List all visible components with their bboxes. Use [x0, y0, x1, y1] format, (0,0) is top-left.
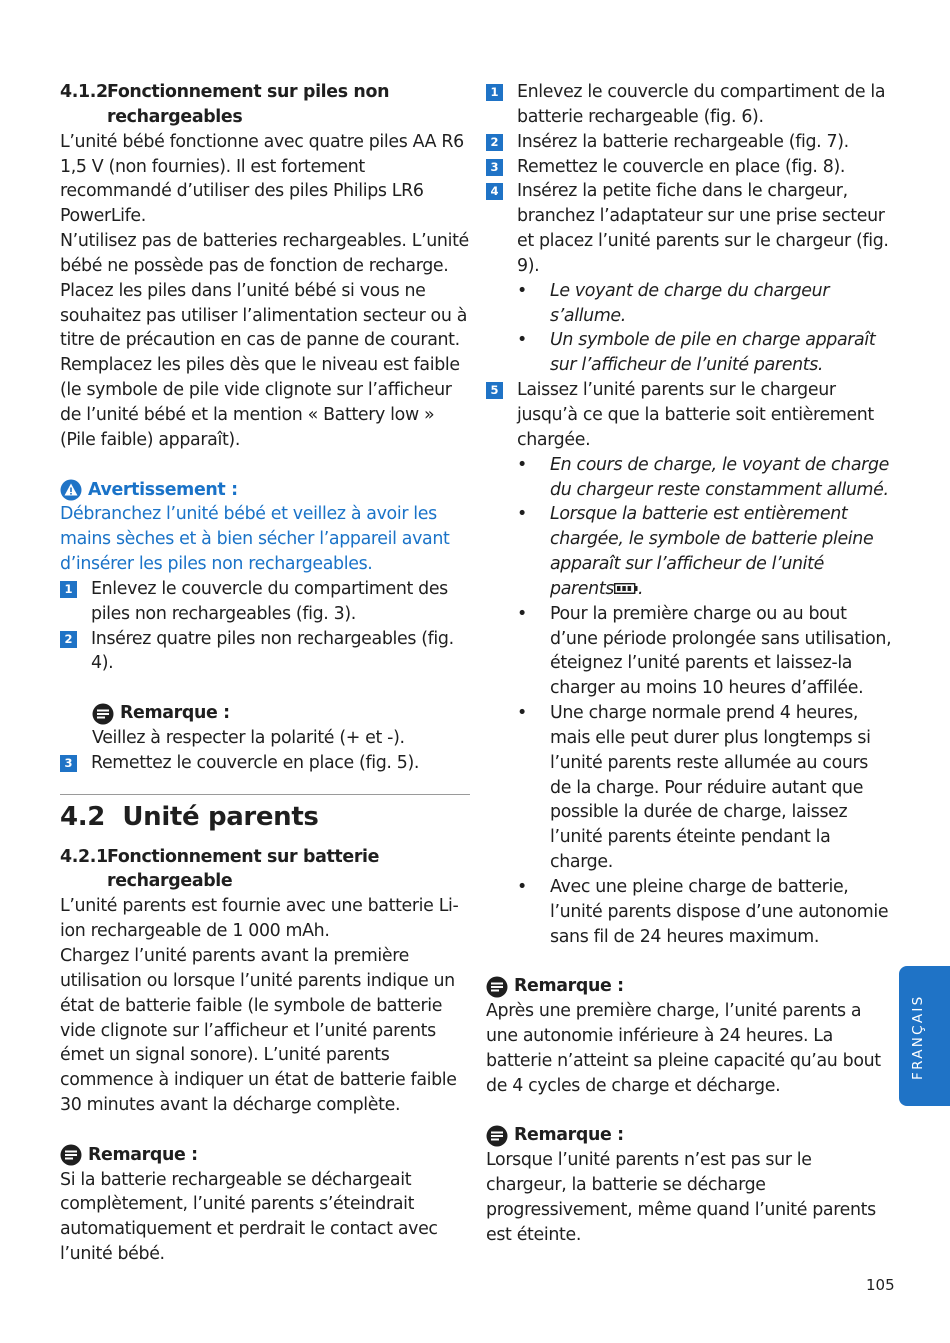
section-number: 4.2 — [60, 801, 106, 832]
step-number-badge: 2 — [486, 134, 503, 151]
page-number: 105 — [866, 1276, 895, 1294]
note-heading — [60, 1143, 470, 1168]
section-4-1-2-heading — [60, 80, 470, 130]
bullet-list — [486, 279, 892, 378]
step-text: Insérez la batterie rechargeable (fig. 7). — [517, 131, 849, 152]
warning-triangle-icon — [60, 479, 82, 501]
list-item-text: Avec une pleine charge de batterie, l’unité parents dispose d’une autonomie sans fil de 24 heures maximum. — [550, 877, 889, 947]
note-text: Après une première charge, l’unité parents a une autonomie inférieure à 24 heures. La batterie n’atteint sa pleine capacité qu’au bout de 4 cycles de charge et décharge. — [486, 1001, 881, 1096]
step-item — [60, 627, 470, 677]
list-item-text: Le voyant de charge du chargeur s’allume. — [550, 280, 830, 326]
warning-text: Débranchez l’unité bébé et veillez à avoir les mains sèches et à bien sécher l’appareil avant d’insérer les piles non rechargeables. — [60, 504, 450, 575]
list-item: • Une charge normale prend 4 heures, mais elle peut durer plus longtemps si l’unité parents reste allumée au cours de la charge. Pour réduire autant que possible la durée de charge, laissez l’unité parents éteinte pendant la charge. — [517, 701, 892, 875]
step-number-badge: 2 — [60, 631, 77, 648]
note-heading — [486, 1123, 892, 1148]
bullet-list — [486, 453, 892, 950]
step-item — [60, 751, 470, 776]
section-divider — [60, 794, 470, 795]
note-heading — [486, 974, 892, 999]
step-text: Laissez l’unité parents sur le chargeur jusqu’à ce que la batterie soit entièrement chargée. — [517, 380, 874, 450]
section-title: Unité parents — [122, 801, 319, 832]
paragraph: L’unité parents est fournie avec une batterie Li-ion rechargeable de 1 000 mAh. — [60, 896, 459, 942]
note-heading — [92, 701, 470, 726]
left-column — [60, 80, 470, 1267]
list-item: • Lorsque la batterie est entièrement chargée, le symbole de batterie pleine apparaît sur l’afficheur de l’unité parents . — [517, 502, 892, 601]
warning-title: Avertissement : — [88, 479, 238, 500]
note-icon — [92, 703, 114, 725]
language-tab-label: FRANÇAIS — [910, 994, 926, 1080]
step-text: Remettez le couvercle en place (fig. 5). — [91, 752, 420, 773]
section-number: 4.2.1 — [60, 846, 108, 867]
step-item — [486, 378, 892, 453]
paragraph: N’utilisez pas de batteries rechargeables. L’unité bébé ne possède pas de fonction de recharge. — [60, 231, 469, 276]
step-number-badge: 3 — [60, 755, 77, 772]
note-title: Remarque : — [88, 1144, 198, 1165]
paragraph: Placez les piles dans l’unité bébé si vous ne souhaitez pas utiliser l’alimentation secteur ou à titre de précaution en cas de panne de courant. — [60, 280, 468, 351]
step-text: Remettez le couvercle en place (fig. 8). — [517, 156, 846, 177]
note-title: Remarque : — [514, 1125, 624, 1146]
step-item — [486, 179, 892, 278]
note-icon — [486, 1125, 508, 1147]
note-text: Veillez à respecter la polarité (+ et -). — [92, 727, 405, 748]
list-item: • Un symbole de pile en charge apparaît sur l’afficheur de l’unité parents. — [517, 328, 892, 378]
list-item-text: Une charge normale prend 4 heures, mais elle peut durer plus longtemps si l’unité parents reste allumée au cours de la charge. Pour réduire autant que possible la durée de charge, laissez l’unité parents éteinte pendant la charge. — [550, 703, 871, 873]
battery-full-icon — [614, 583, 638, 594]
list-item: • En cours de charge, le voyant de charge du chargeur reste constamment allumé. — [517, 453, 892, 503]
step-item — [486, 130, 892, 155]
paragraph: L’unité bébé fonctionne avec quatre piles AA R6 1,5 V (non fournies). Il est fortement recommandé d’utiliser des piles Philips LR6 PowerLife. — [60, 131, 464, 227]
list-item: • Pour la première charge ou au bout d’une période prolongée sans utilisation, éteignez l’unité parents et laissez-la charger au moins 10 heures d’affilée. — [517, 602, 892, 701]
list-item: • Le voyant de charge du chargeur s’allume. — [517, 279, 892, 329]
step-number-badge: 4 — [486, 183, 503, 200]
step-number-badge: 1 — [486, 84, 503, 101]
section-title: Fonctionnement sur batterie rechargeable — [107, 846, 380, 892]
section-4-2-1-heading — [60, 845, 470, 895]
paragraph: Chargez l’unité parents avant la première utilisation ou lorsque l’unité parents indique un état de batterie faible (le symbole de batterie vide clignote sur l’afficheur et l’unité parents émet un signal sonore). L’unité parents commence à indiquer un état de batterie faible 30 minutes avant la décharge complète. — [60, 946, 457, 1116]
step-item — [60, 577, 470, 627]
note-title: Remarque : — [514, 976, 624, 997]
paragraph: Remplacez les piles dès que le niveau est faible (le symbole de pile vide clignote sur l’afficheur de l’unité bébé et la mention « Battery low » (Pile faible) apparaît). — [60, 355, 460, 450]
step-number-badge: 5 — [486, 382, 503, 399]
note-text: Si la batterie rechargeable se déchargeait complètement, l’unité parents s’éteindrait automatiquement et perdrait le contact avec l’unité bébé. — [60, 1169, 438, 1265]
note-icon — [486, 976, 508, 998]
section-4-2-heading — [60, 801, 470, 833]
step-text: Insérez la petite fiche dans le chargeur, branchez l’adaptateur sur une prise secteur et placez l’unité parents sur le chargeur (fig. 9). — [517, 181, 889, 276]
step-item — [486, 155, 892, 180]
list-item-text-end: . — [638, 578, 644, 599]
note-icon — [60, 1144, 82, 1166]
step-text: Enlevez le couvercle du compartiment des piles non rechargeables (fig. 3). — [91, 578, 448, 624]
right-column — [486, 80, 892, 1248]
list-item-text — [550, 502, 892, 601]
step-number-badge: 1 — [60, 581, 77, 598]
warning-heading — [60, 478, 470, 503]
step-text: Enlevez le couvercle du compartiment de la batterie rechargeable (fig. 6). — [517, 82, 886, 127]
list-item: • Avec une pleine charge de batterie, l’unité parents dispose d’une autonomie sans fil de 24 heures maximum. — [517, 875, 892, 950]
list-item-text: Un symbole de pile en charge apparaît sur l’afficheur de l’unité parents. — [550, 330, 876, 376]
note-text: Lorsque l’unité parents n’est pas sur le chargeur, la batterie se décharge progressivement, même quand l’unité parents est éteinte. — [486, 1150, 876, 1245]
step-text: Insérez quatre piles non rechargeables (fig. 4). — [91, 628, 454, 674]
step-item — [486, 80, 892, 130]
step-number-badge: 3 — [486, 159, 503, 176]
section-title: Fonctionnement sur piles non rechargeables — [107, 82, 390, 127]
list-item-text: Pour la première charge ou au bout d’une période prolongée sans utilisation, éteignez l’unité parents et laissez-la charger au moins 10 heures d’affilée. — [550, 603, 892, 699]
list-item-text-main: Lorsque la batterie est entièrement chargée, le symbole de batterie pleine apparaît sur l’afficheur de l’unité parents — [550, 504, 874, 599]
list-item-text: En cours de charge, le voyant de charge du chargeur reste constamment allumé. — [550, 454, 890, 500]
section-number: 4.1.2 — [60, 82, 108, 102]
note-title: Remarque : — [120, 703, 230, 724]
